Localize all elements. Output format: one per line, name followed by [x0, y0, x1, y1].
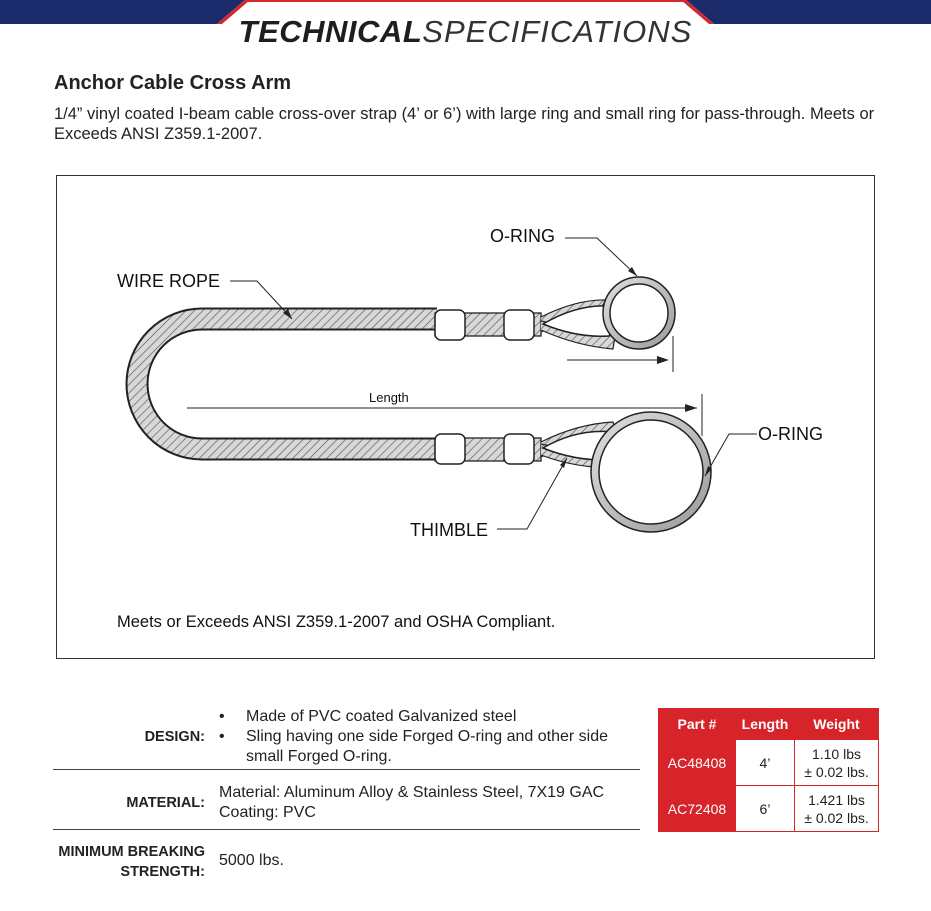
product-diagram: [56, 175, 875, 659]
part-length: 6’: [736, 786, 795, 832]
label-length: Length: [369, 390, 409, 405]
material-values: [219, 783, 604, 823]
part-length: 4’: [736, 740, 795, 786]
parts-table: [658, 708, 879, 832]
product-title: Anchor Cable Cross Arm: [54, 72, 292, 94]
title-bold: TECHNICAL: [238, 14, 423, 49]
mbs-label-line1: MINIMUM BREAKING: [58, 844, 205, 860]
label-wire-rope: WIRE ROPE: [117, 271, 221, 291]
compliance-note: Meets or Exceeds ANSI Z359.1-2007 and OSHA Compliant.: [117, 613, 556, 631]
material-line: Material: Aluminum Alloy & Stainless Steel, 7X19 GAC: [219, 784, 605, 801]
table-row: [659, 786, 879, 832]
weight-tolerance: ± 0.02 lbs.: [804, 809, 869, 826]
label-o-ring-bottom: O-RING: [758, 424, 823, 444]
table-header-row: [659, 709, 879, 740]
part-weight: [795, 786, 879, 832]
part-weight: [795, 740, 879, 786]
design-item: • Made of PVC coated Galvanized steel: [219, 707, 639, 727]
weight-value: 1.10 lbs: [811, 745, 862, 762]
header-weight: Weight: [795, 709, 879, 740]
divider: [53, 769, 640, 770]
cable-drawing: [57, 176, 876, 660]
material-label: MATERIAL:: [126, 795, 205, 811]
design-values: [219, 707, 639, 767]
header-part: Part #: [659, 709, 736, 740]
label-thimble: THIMBLE: [410, 520, 489, 540]
product-description: 1/4” vinyl coated I-beam cable cross-over strap (4’ or 6’) with large ring and small ring for pass-through. Meets or Exceeds ANSI Z359.1-2007.: [54, 105, 875, 143]
part-number: AC72408: [659, 786, 736, 832]
table-row: [659, 740, 879, 786]
min-breaking-strength-value: 5000 lbs.: [219, 852, 284, 869]
min-breaking-strength-label: [53, 842, 205, 882]
page-title: [0, 14, 931, 50]
top-sleeves: [435, 300, 615, 349]
label-o-ring-top: O-RING: [490, 226, 555, 246]
design-item: • Sling having one side Forged O-ring and other side small Forged O-ring.: [219, 727, 639, 767]
design-label: DESIGN:: [144, 729, 205, 745]
mbs-label-line2: STRENGTH:: [120, 864, 205, 880]
part-number: AC48408: [659, 740, 736, 786]
weight-tolerance: ± 0.02 lbs.: [804, 763, 869, 780]
header-length: Length: [736, 709, 795, 740]
title-light: SPECIFICATIONS: [422, 14, 693, 49]
weight-value: 1.421 lbs: [808, 791, 865, 808]
coating-line: Coating: PVC: [219, 804, 316, 821]
divider: [53, 829, 640, 830]
